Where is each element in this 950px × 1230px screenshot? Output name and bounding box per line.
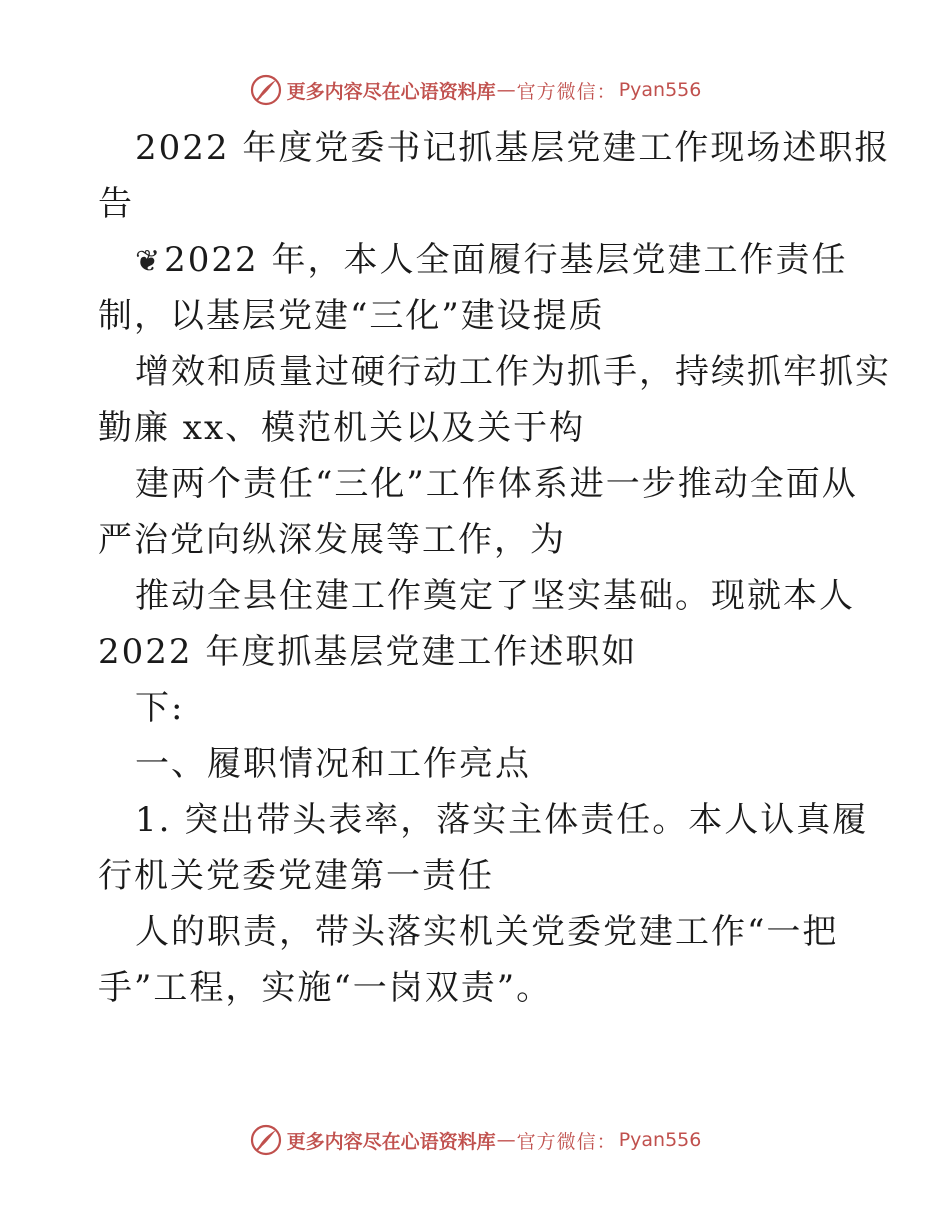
footer-watermark	[0, 1120, 950, 1160]
quill-logo-icon	[249, 73, 283, 107]
watermark-wechat-label: 官方微信：	[516, 80, 617, 103]
document-title-line-1: 2022 年度党委书记抓基层党建工作现场述职报	[135, 128, 891, 168]
paragraph-line: 人的职责，带头落实机关党委党建工作“一把	[135, 912, 839, 952]
watermark-separator: —	[496, 1129, 516, 1151]
watermark-text: 更多内容尽在心语资料库	[286, 1130, 496, 1153]
paragraph-line	[98, 232, 878, 288]
section-heading: 一、履职情况和工作亮点	[135, 744, 531, 784]
paragraph-line-text: 2022 年，本人全面履行基层党建工作责任	[164, 240, 848, 280]
watermark-wechat-id: Pyan556	[618, 1129, 702, 1151]
flourish-icon: ❦	[135, 244, 163, 279]
paragraph-line: 制，以基层党建“三化”建设提质	[98, 296, 605, 336]
paragraph-line: 1. 突出带头表率，落实主体责任。本人认真履	[135, 800, 869, 840]
paragraph-line: 行机关党委党建第一责任	[98, 856, 494, 896]
watermark-text: 更多内容尽在心语资料库	[286, 80, 496, 103]
paragraph-line: 严治党向纵深发展等工作，为	[98, 520, 566, 560]
watermark-wechat-label: 官方微信：	[516, 1130, 617, 1153]
watermark-separator: —	[496, 79, 516, 101]
paragraph-line: 手”工程，实施“一岗双责”。	[98, 968, 553, 1008]
paragraph-line: 2022 年度抓基层党建工作述职如	[98, 632, 638, 672]
paragraph-line: 推动全县住建工作奠定了坚实基础。现就本人	[135, 576, 855, 616]
paragraph-line: 下:	[135, 688, 185, 728]
paragraph-line: 建两个责任“三化”工作体系进一步推动全面从	[135, 464, 858, 504]
paragraph-line: 增效和质量过硬行动工作为抓手，持续抓牢抓实	[135, 352, 891, 392]
paragraph-line: 勤廉 xx、模范机关以及关于构	[98, 408, 586, 448]
header-watermark	[0, 70, 950, 110]
watermark-wechat-id: Pyan556	[618, 79, 702, 101]
quill-logo-icon	[249, 1123, 283, 1157]
document-body	[98, 120, 891, 1016]
document-title-line-2: 告	[98, 184, 134, 224]
